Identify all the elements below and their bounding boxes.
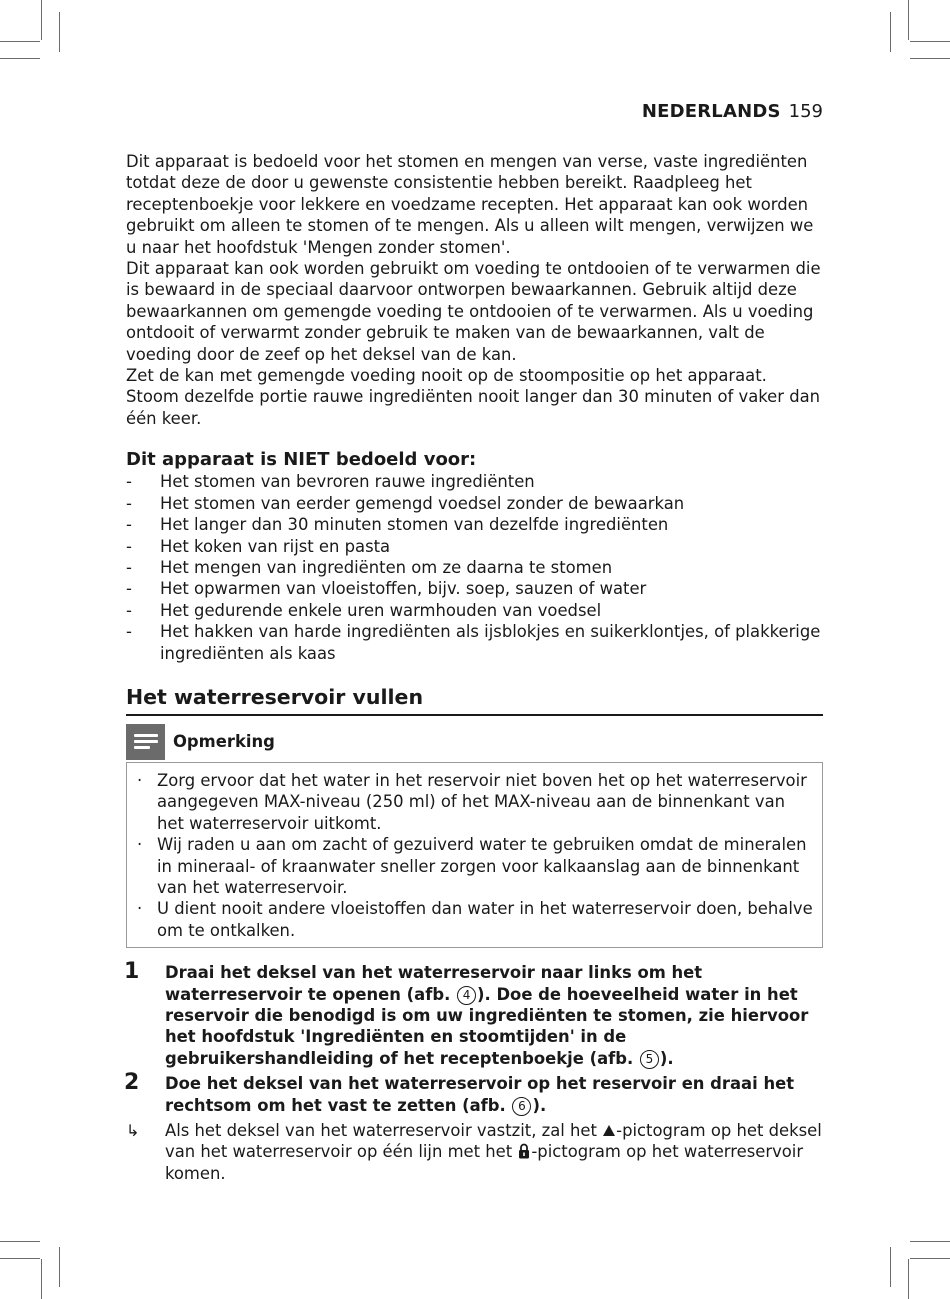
- crop-mark: [890, 1247, 891, 1287]
- list-item-text: Het langer dan 30 minuten stomen van dezelfde ingrediënten: [160, 515, 669, 535]
- list-item-text: Wij raden u aan om zacht of gezuiverd water te gebruiken omdat de mineralen in mineraal- of kraanwater sneller zorgen voor kalkaanslag aan de binnenkant van het waterreservoir.: [157, 835, 807, 897]
- dash-marker: -: [126, 472, 132, 492]
- step-text: [165, 962, 823, 1069]
- crop-mark: [0, 41, 40, 42]
- bullet-marker: ·: [137, 770, 143, 790]
- intro-text: [126, 151, 823, 429]
- figure-ref: 4: [457, 986, 476, 1005]
- dash-marker: -: [126, 600, 132, 620]
- dash-marker: -: [126, 536, 132, 556]
- list-item: [126, 600, 823, 621]
- crop-mark: [41, 1259, 42, 1299]
- crop-mark: [0, 1241, 40, 1242]
- step-number: 2: [124, 1070, 140, 1096]
- section-title: Het waterreservoir vullen: [126, 684, 823, 716]
- step-item: [124, 1070, 823, 1116]
- list-item-text: Het koken van rijst en pasta: [160, 536, 391, 556]
- intro-paragraph: Dit apparaat kan ook worden gebruikt om voeding te ontdooien of te verwarmen die is bewaard in de speciaal daarvoor ontworpen bewaarkannen. Gebruik altijd deze bewaarkannen om gemengde voeding te ontdooien of te verwarmen. Als u voeding ontdooit of verwarmt zonder gebruik te maken van de bewaarkannen, valt de voeding door de zeef op het deksel van de kan.: [126, 259, 821, 364]
- step-item: [124, 959, 823, 1069]
- figure-ref: 6: [512, 1097, 531, 1116]
- lock-icon: [518, 1143, 530, 1159]
- step-text-part: ). Doe de hoeveelheid water in het reservoir die benodigd is om uw ingrediënten te stomen, zie hiervoor het hoofdstuk 'Ingrediënten en stoomtijden' in de gebruikershandleiding of het receptenboekje (afb.: [165, 984, 809, 1068]
- not-intended-list: [126, 471, 823, 664]
- dash-marker: -: [126, 622, 132, 642]
- list-item: [126, 471, 823, 492]
- intro-paragraph: Dit apparaat is bedoeld voor het stomen en mengen van verse, vaste ingrediënten totdat deze de door u gewenste consistentie hebben bereikt. Raadpleeg het receptenboekje voor lekkere en voedzame recepten. Het apparaat kan ook worden gebruikt om alleen te stomen of te mengen. Als u alleen wilt mengen, verwijzen we u naar het hoofdstuk 'Mengen zonder stomen'.: [126, 152, 814, 257]
- step-text: [165, 1073, 823, 1116]
- list-item-text: Het stomen van bevroren rauwe ingrediënten: [160, 472, 535, 492]
- page-header: [642, 100, 823, 124]
- list-item-text: Het opwarmen van vloeistoffen, bijv. soep, sauzen of water: [160, 579, 647, 599]
- list-item-text: Het stomen van eerder gemengd voedsel zonder de bewaarkan: [160, 493, 685, 513]
- crop-mark: [910, 1241, 950, 1242]
- result-text-part: -pictogram op het waterreservoir komen.: [165, 1142, 804, 1183]
- step-result: [126, 1120, 823, 1184]
- list-item: [126, 578, 823, 599]
- list-item: [135, 770, 814, 834]
- list-item: [126, 621, 823, 664]
- not-intended-heading: Dit apparaat is NIET bedoeld voor:: [126, 449, 477, 471]
- dash-marker: -: [126, 557, 132, 577]
- dash-marker: -: [126, 515, 132, 535]
- crop-mark: [910, 58, 950, 59]
- list-item: [126, 493, 823, 514]
- crop-mark: [0, 1258, 40, 1259]
- step-text-part: Doe het deksel van het waterreservoir op het reservoir en draai het rechtsom om het vast te zetten (afb.: [165, 1074, 795, 1115]
- step-text-part: Draai het deksel van het waterreservoir naar links om het waterreservoir te openen (afb.: [165, 963, 703, 1004]
- crop-mark: [59, 12, 60, 52]
- triangle-icon: [603, 1125, 615, 1136]
- bullet-marker: ·: [137, 835, 143, 855]
- figure-ref: 5: [640, 1050, 659, 1069]
- crop-mark: [908, 0, 909, 40]
- result-text-part: Als het deksel van het waterreservoir vastzit, zal het: [165, 1121, 603, 1141]
- crop-mark: [910, 1258, 950, 1259]
- step-number: 1: [124, 959, 140, 985]
- note-header: [126, 724, 823, 760]
- list-item-text: Het hakken van harde ingrediënten als ijsblokjes en suikerklontjes, of plakkerige ingrediënten als kaas: [160, 622, 821, 663]
- page-number: 159: [788, 101, 823, 122]
- list-item: [126, 514, 823, 535]
- crop-mark: [59, 1247, 60, 1287]
- note-title: Opmerking: [173, 732, 275, 752]
- bullet-marker: ·: [137, 899, 143, 919]
- crop-mark: [890, 12, 891, 52]
- intro-paragraph: Zet de kan met gemengde voeding nooit op de stoompositie op het apparaat. Stoom dezelfde portie rauwe ingrediënten nooit langer dan 30 minuten of vaker dan één keer.: [126, 366, 821, 428]
- language-label: NEDERLANDS: [641, 101, 781, 122]
- list-item-text: U dient nooit andere vloeistoffen dan water in het waterreservoir doen, behalve om te ontkalken.: [157, 899, 813, 940]
- list-item: [126, 536, 823, 557]
- list-item: [135, 898, 814, 941]
- steps-list: [124, 959, 823, 1116]
- crop-mark: [41, 0, 42, 40]
- note-box: [126, 762, 823, 948]
- crop-mark: [910, 41, 950, 42]
- dash-marker: -: [126, 579, 132, 599]
- crop-mark: [0, 58, 40, 59]
- page-content: [126, 151, 823, 1184]
- note-icon: [126, 724, 165, 760]
- list-item-text: Het gedurende enkele uren warmhouden van voedsel: [160, 600, 602, 620]
- step-text-part: ).: [659, 1048, 674, 1068]
- step-text-part: ).: [532, 1095, 547, 1115]
- list-item: [126, 557, 823, 578]
- result-text-part: -pictogram op het deksel van het waterreservoir op één lijn met het: [165, 1121, 822, 1162]
- list-item-text: Het mengen van ingrediënten om ze daarna te stomen: [160, 557, 613, 577]
- list-item: [135, 834, 814, 898]
- list-item-text: Zorg ervoor dat het water in het reservoir niet boven het op het waterreservoir aangegeven MAX-niveau (250 ml) of het MAX-niveau aan de binnenkant van het waterreservoir uitkomt.: [157, 770, 807, 833]
- dash-marker: -: [126, 493, 132, 513]
- note-list: [135, 770, 814, 941]
- crop-mark: [908, 1259, 909, 1299]
- result-arrow-icon: ↳: [126, 1121, 140, 1141]
